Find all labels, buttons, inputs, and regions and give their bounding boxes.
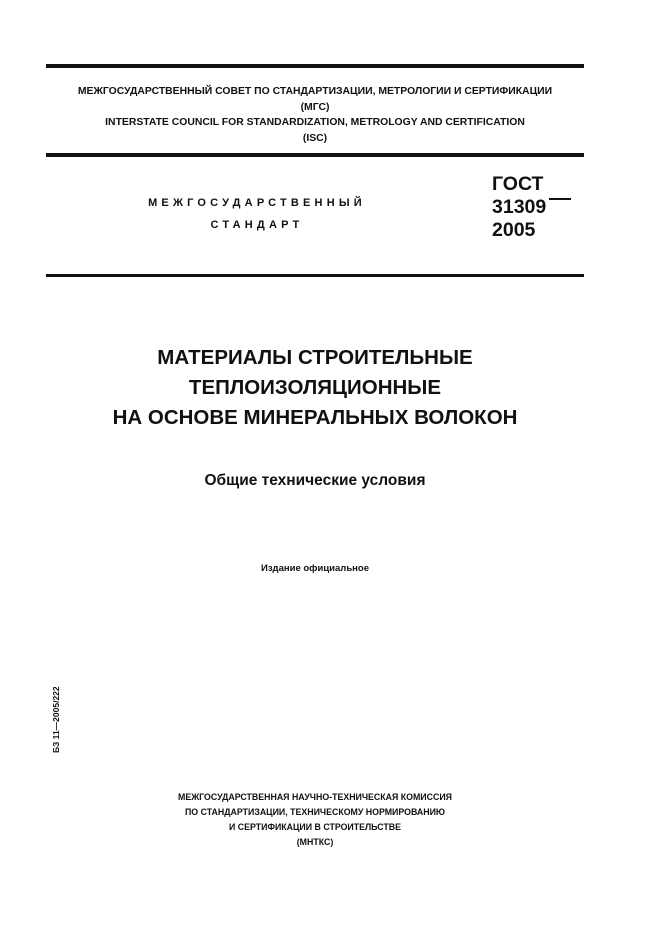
council-header	[46, 84, 584, 146]
commission-line1: МЕЖГОСУДАРСТВЕННАЯ НАУЧНО-ТЕХНИЧЕСКАЯ КОМИССИЯ	[178, 792, 452, 802]
council-name-en: INTERSTATE COUNCIL FOR STANDARDIZATION, METROLOGY AND CERTIFICATION	[105, 117, 525, 129]
document-subtitle: Общие технические условия	[204, 472, 426, 489]
side-code: БЗ 11—2005/222	[51, 686, 61, 753]
standard-designation	[492, 173, 571, 242]
standard-number-line	[492, 196, 571, 219]
title-line3: НА ОСНОВЕ МИНЕРАЛЬНЫХ ВОЛОКОН	[112, 406, 518, 429]
standard-type-label	[112, 192, 402, 236]
dash-mark	[549, 198, 571, 200]
top-rule	[46, 64, 584, 68]
commission-line3: И СЕРТИФИКАЦИИ В СТРОИТЕЛЬСТВЕ	[229, 822, 401, 832]
lower-rule	[46, 274, 584, 277]
middle-rule	[46, 153, 584, 157]
title-line1: МАТЕРИАЛЫ СТРОИТЕЛЬНЫЕ	[157, 346, 473, 369]
document-title	[46, 343, 584, 433]
commission-line2: ПО СТАНДАРТИЗАЦИИ, ТЕХНИЧЕСКОМУ НОРМИРОВАНИЮ	[184, 807, 445, 817]
standard-type-line2: СТАНДАРТ	[210, 219, 304, 231]
council-abbr-en: (ISC)	[302, 132, 328, 144]
commission-abbr: (МНТКС)	[296, 837, 334, 847]
standard-type-line1: МЕЖГОСУДАРСТВЕННЫЙ	[148, 197, 366, 209]
standard-year: 2005	[492, 219, 536, 241]
council-abbr-ru: (МГС)	[300, 101, 330, 113]
title-line2: ТЕПЛОИЗОЛЯЦИОННЫЕ	[188, 376, 442, 399]
commission-footer	[46, 790, 584, 850]
standard-number: 31309	[492, 196, 547, 218]
council-name-ru: МЕЖГОСУДАРСТВЕННЫЙ СОВЕТ ПО СТАНДАРТИЗАЦИИ, МЕТРОЛОГИИ И СЕРТИФИКАЦИИ	[77, 86, 553, 97]
standard-code: ГОСТ	[492, 173, 544, 195]
edition-note: Издание официальное	[261, 563, 369, 574]
